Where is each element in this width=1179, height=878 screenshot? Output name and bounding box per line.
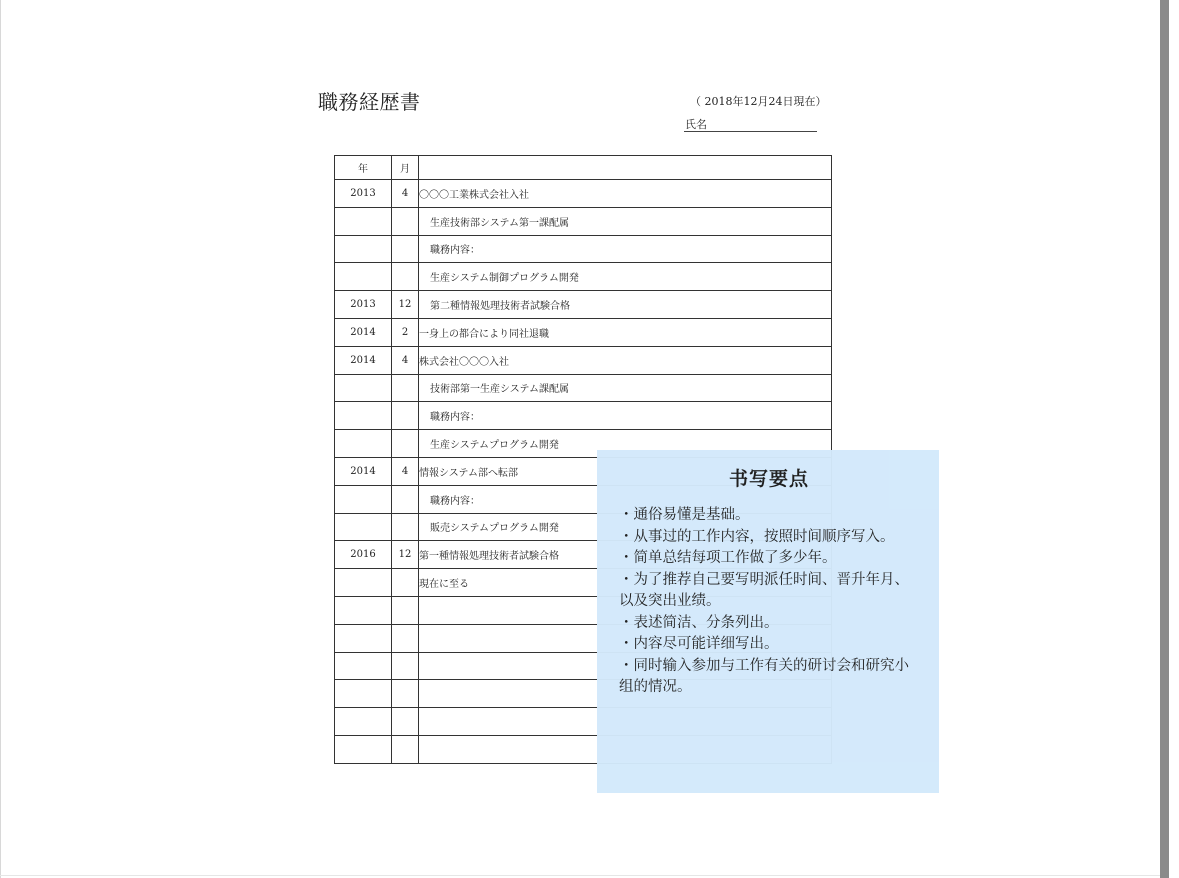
cell-description: 現在に至る: [419, 569, 832, 597]
cell-year: [335, 708, 392, 736]
cell-month: [392, 430, 419, 458]
cell-year: [335, 485, 392, 513]
cell-month: [392, 235, 419, 263]
header-year: 年: [335, 156, 392, 180]
cell-year: [335, 680, 392, 708]
table-header-row: [335, 156, 832, 180]
tip-item: ・简单总结每项工作做了多少年。: [619, 550, 837, 566]
name-field: 氏名: [684, 118, 817, 132]
cell-year: 2016: [335, 541, 392, 569]
cell-month: [392, 708, 419, 736]
tip-item: ・同时输入参加与工作有关的研讨会和研究小组的情况。: [619, 657, 909, 695]
cell-year: [335, 235, 392, 263]
tips-list: [619, 505, 919, 699]
tip-item: ・内容尽可能详细写出。: [619, 636, 779, 652]
page-bottom-edge: [0, 875, 1160, 876]
cell-description: 技術部第一生産システム課配属: [419, 374, 832, 402]
tip-item: ・为了推荐自己要写明派任时间、晋升年月、以及突出业绩。: [619, 571, 909, 609]
cell-year: 2013: [335, 291, 392, 319]
cell-description: 第一種情報処理技術者試験合格: [419, 541, 832, 569]
tips-title: 书写要点: [728, 468, 809, 490]
table-row: [335, 318, 832, 346]
cell-description: 職務内容：: [419, 235, 832, 263]
cell-month: [392, 207, 419, 235]
header-month: 月: [392, 156, 419, 180]
cell-month: 12: [392, 541, 419, 569]
cell-month: 12: [392, 291, 419, 319]
cell-description: 生産システム制御プログラム開発: [419, 263, 832, 291]
cell-year: [335, 735, 392, 763]
document-date: （ 2018年12月24日現在）: [690, 95, 827, 108]
cell-year: [335, 430, 392, 458]
cell-year: [335, 513, 392, 541]
cell-year: 2013: [335, 180, 392, 208]
cell-description: 第二種情報処理技術者試験合格: [419, 291, 832, 319]
cell-year: [335, 624, 392, 652]
cell-year: [335, 402, 392, 430]
table-row: [335, 263, 832, 291]
cell-month: [392, 680, 419, 708]
cell-month: [392, 374, 419, 402]
cell-month: [392, 513, 419, 541]
cell-year: [335, 263, 392, 291]
cell-month: [392, 735, 419, 763]
cell-description: 〇〇〇工業株式会社入社: [419, 180, 832, 208]
writing-tips-panel: [597, 450, 939, 793]
cell-month: 4: [392, 346, 419, 374]
tip-item: ・从事过的工作内容，按照时间顺序写入。: [619, 528, 895, 545]
cell-month: [392, 624, 419, 652]
cell-year: [335, 569, 392, 597]
cell-description: 生産システムプログラム開発: [419, 430, 832, 458]
cell-description: 株式会社〇〇〇入社: [419, 346, 832, 374]
cell-year: [335, 596, 392, 624]
cell-description: 販売システムプログラム開発: [419, 513, 832, 541]
cell-year: [335, 207, 392, 235]
page-scrollbar[interactable]: [1160, 0, 1169, 878]
cell-month: [392, 485, 419, 513]
cell-month: 4: [392, 180, 419, 208]
tip-item: ・表述简洁、分条列出。: [619, 614, 779, 631]
table-row: [335, 346, 832, 374]
cell-description: 生産技術部システム第一課配属: [419, 207, 832, 235]
cell-description: 職務内容：: [419, 402, 832, 430]
table-row: [335, 180, 832, 208]
cell-description: 職務内容：: [419, 485, 832, 513]
cell-month: 2: [392, 318, 419, 346]
document-title: 職務経歴書: [318, 90, 421, 114]
cell-description: 情報システム部へ転部: [419, 457, 832, 485]
header-description: [419, 156, 832, 180]
cell-month: [392, 569, 419, 597]
cell-description: 一身上の都合により同社退職: [419, 318, 832, 346]
cell-month: [392, 652, 419, 680]
cell-month: [392, 402, 419, 430]
cell-year: [335, 652, 392, 680]
cell-month: [392, 263, 419, 291]
cell-year: 2014: [335, 457, 392, 485]
page-left-edge: [0, 0, 1, 878]
cell-year: 2014: [335, 318, 392, 346]
table-row: [335, 235, 832, 263]
cell-year: [335, 374, 392, 402]
cell-month: 4: [392, 457, 419, 485]
cell-year: 2014: [335, 346, 392, 374]
tip-item: ・通俗易懂是基础。: [619, 507, 750, 523]
table-row: [335, 291, 832, 319]
table-row: [335, 374, 832, 402]
cell-month: [392, 596, 419, 624]
table-row: [335, 207, 832, 235]
table-row: [335, 402, 832, 430]
